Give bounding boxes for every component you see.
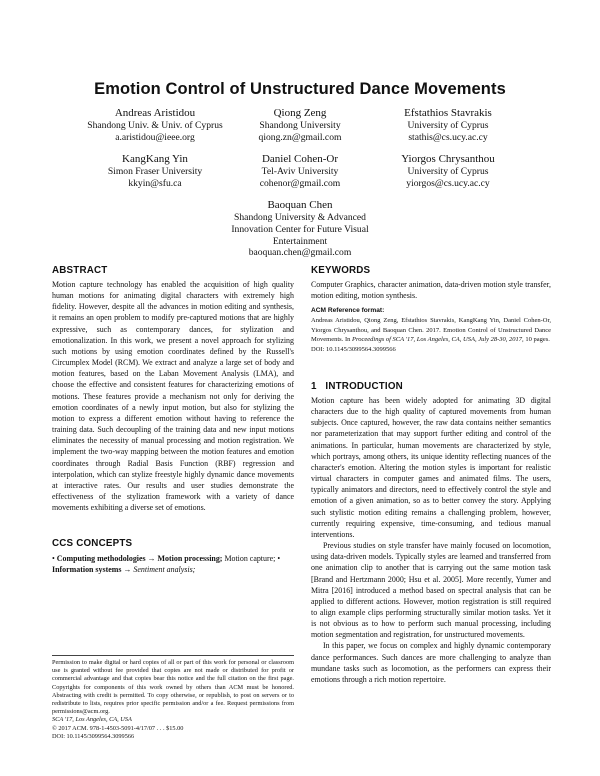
author-block (215, 107, 385, 144)
doi: DOI: 10.1145/3099564.3099566 (52, 732, 135, 740)
ccs-concept: Sentiment analysis; (133, 565, 196, 575)
reference-doi: DOI: 10.1145/3099564.3099566 (311, 345, 396, 353)
keywords-text: Computer Graphics, character animation, data-driven motion style transfer, motion editing, motion synthesis. (311, 280, 551, 301)
author-affiliation: Innovation Center for Future Visual (231, 223, 369, 235)
ccs-concept: Computing methodologies (56, 554, 146, 563)
author-email: cohenor@gmail.com (259, 177, 341, 189)
paragraph: In this paper, we focus on complex and highly dynamic contemporary dance performances. Such dances are more challenging to analyze than mundane tasks such as locomotion, as the performers can express their emotions through a rich motion repertoire. (311, 641, 551, 684)
author-email: stathis@cs.ucy.ac.cy (408, 131, 488, 143)
author-name: Andreas Aristidou (114, 107, 196, 119)
venue: SCA '17, Los Angeles, CA, USA (52, 716, 132, 724)
author-name: Efstathios Stavrakis (404, 107, 492, 119)
author-affiliation: University of Cyprus (407, 166, 489, 177)
paragraph: Motion capture has been widely adopted for animating 3D digital characters due to the high quality of captured movements from human subjects. Once captured, however, the raw data contains neither semantics nor parameterization that may support further editing and control of the animations. In particular, human movements are characterized by style, which portrays, among others, its unique identity reflecting nuances of the character's emotion. Altering the motion styles is important for realistic virtual characters in computer games and animated films. The users, typically animators and directors, need to effectively control the style and emotion of a given animation, so as to better convey the story. Applying such stylistic motion editing remains a challenging problem, however, currently requiring expensive, time-consuming, and tedious manual interventions. (311, 396, 551, 539)
paper-title: Emotion Control of Unstructured Dance Movements (94, 80, 506, 98)
author-affiliation: Simon Fraser University (107, 166, 203, 177)
author-email: baoquan.chen@gmail.com (248, 247, 352, 259)
author-email: qiong.zn@gmail.com (258, 131, 342, 143)
author-affiliation: Shandong Univ. & Univ. of Cyprus (87, 120, 223, 131)
abstract-text (52, 279, 294, 513)
abstract-paragraph: Motion capture technology has enabled the acquisition of high quality human motions for animating digital characters with extremely high fidelity. However, despite all the advances in motion editing and synthesis, it remains an open problem to modify pre-captured motions that are highly expressive, such as contemporary dances, for stylization and emotionalization. In this work, we present a novel approach for stylizing such motions by using emotion coordinates defined by the Russell's Circumplex Model (RCM). We extract and analyze a large set of body and motion features, based on the Laban Movement Analysis (LMA), and choose the effective and consistent features for characterizing emotions of motions. These features provide a mechanism not only for deriving the emotion coordinates of a newly input motion, but also for stylizing the motion to express a different emotion without having to reference the training data. Such decoupling of the training data and new input motions eliminates the necessity of manual processing and motion registration. We implement the two-way mapping between the motion features and emotion coordinates through Radial Basis Function (RBF) regression and interpolation, which can stylize freestyle highly dynamic dance movements at interactive rates. Our results and user studies demonstrate the effectiveness of the stylization framework with a variety of dance movements exhibiting a diverse set of emotions. (52, 280, 294, 513)
reference-heading: ACM Reference format: (311, 307, 385, 314)
section-heading-introduction: 1 INTRODUCTION (311, 381, 403, 392)
author-affiliation: Tel-Aviv University (261, 166, 339, 177)
author-email: yiorgos@cs.ucy.ac.cy (406, 177, 490, 189)
acm-reference: ACM Reference format: Andreas Aristidou, Qiong Zeng, Efstathios Stavrakis, KangKang Yin, Daniel Cohen-Or, Yiorgos Chrysanthou, and Baoquan Chen. 2017. Emotion Control of Unstructured Dance Movements. In Proceedings of SCA '17, Los Angeles, CA, USA, July 28-30, 2017, 10 pages. DOI: 10.1145/3099564.3099566 (311, 307, 551, 353)
paragraph: Previous studies on style transfer have mainly focused on locomotion, using data-driven models. Typically styles are learned and transferred from one animation clip to another that is carrying out the same motion task [Brand and Hertzmann 2000; Hsu et al. 2005]. More recently, Yumer and Mitra [2016] introduced a method based on spectral analysis that can be applied to different actions. However, motion registration is still required to align example clips performing structurally similar motion tasks. Yet it is not obvious as to how to perform such manual processing, including motion segmentation and registration, for unstructured movements. (311, 541, 551, 640)
permission-notice: Permission to make digital or hard copies of all or part of this work for personal or classroom use is granted without fee provided that copies are not made or distributed for profit or commercial advantage and that copies bear this notice and the full citation on the first page. Copyrights for components of this work owned by others than ACM must be honored. Abstracting with credit is permitted. To copy otherwise, or republish, to post on servers or to redistribute to lists, requires prior specific permission and/or a fee. Request permissions from permissions@acm.org. SCA '17, Los Angeles, CA, USA © 2017 ACM. 978-1-4503-5091-4/17/07 . . . $15.00 DOI: 10.1145/3099564.3099566 (52, 659, 294, 740)
author-name: KangKang Yin (122, 153, 188, 165)
keywords-heading: KEYWORDS (311, 265, 371, 276)
abstract-heading: ABSTRACT (52, 265, 108, 276)
author-name: Qiong Zeng (273, 107, 327, 119)
introduction-text (311, 395, 551, 685)
author-affiliation: Shandong University & Advanced (234, 212, 366, 223)
ccs-concept: Motion processing; (157, 554, 223, 563)
author-email: kkyin@sfu.ca (128, 177, 182, 189)
author-block (215, 153, 385, 190)
footnote-rule (52, 655, 294, 656)
ccs-concepts: • Computing methodologies → Motion processing; Motion capture; • Information systems → Sentiment analysis; (52, 554, 281, 575)
author-name: Baoquan Chen (267, 199, 333, 211)
author-block (363, 153, 533, 190)
author-block (363, 107, 533, 144)
author-affiliation: Entertainment (272, 235, 328, 247)
author-name: Daniel Cohen-Or (261, 153, 339, 165)
author-name: Yiorgos Chrysanthou (401, 153, 495, 165)
ccs-heading: CCS CONCEPTS (52, 538, 133, 549)
ccs-concept: Information systems (52, 565, 122, 575)
author-affiliation: University of Cyprus (407, 120, 489, 131)
author-block (205, 199, 395, 259)
author-email: a.aristidou@ieee.org (115, 131, 195, 143)
author-affiliation: Shandong University (259, 120, 341, 131)
copyright: © 2017 ACM. 978-1-4503-5091-4/17/07 . . . $15.00 (52, 724, 184, 732)
